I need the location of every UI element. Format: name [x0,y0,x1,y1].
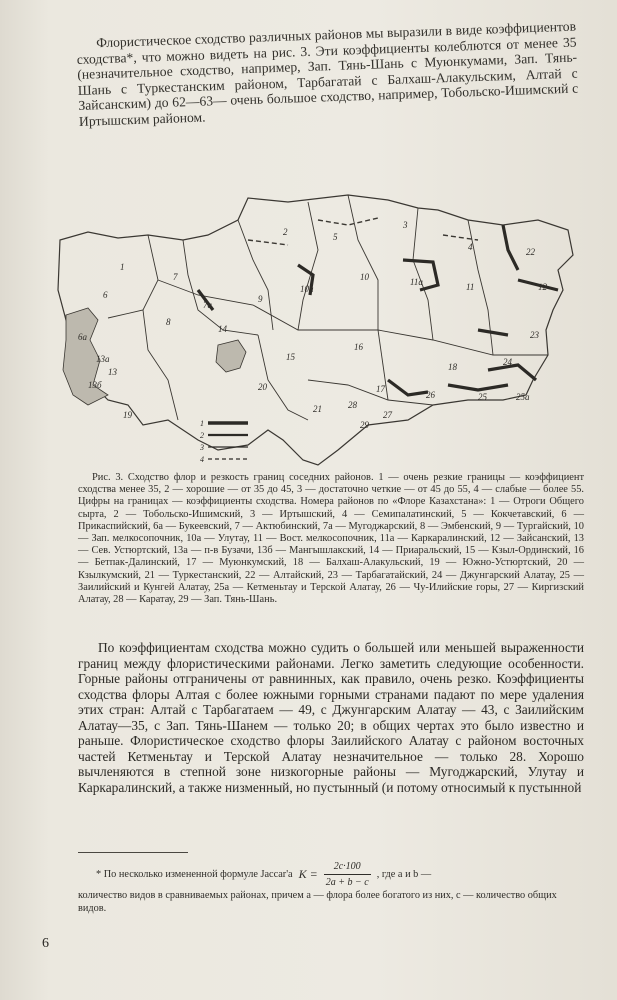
footnote-after-formula: , где a и b — [376,869,432,880]
region-label: 5 [333,232,338,242]
kazakhstan-floristic-map [48,180,588,470]
footnote-rest: количество видов в сравниваемых районах, причем a — флора более богатого из них, c — количество общих видов. [78,890,557,914]
formula-numerator: 2c·100 [324,860,371,875]
region-labels [78,220,548,430]
formula-fraction [324,860,371,889]
region-label: 20 [258,382,267,392]
body-paragraph-text: По коэффициентам сходства можно судить о большей или меньшей выраженности границ между флористическими районами. Легко заметить следующие особенности. Горные районы отграничены от равнинных, как правило, очень резко. Коэффициенты сходства флоры Алтая с более южными горными странами падают по мере удаления этих стран: Алтай с Тарбагатаем — 49, с Джунгарским Алатау — 43, с Заилийским Алатау—35, с Зап. Тянь-Шанем — только 20; в общих чертах это было известно и раньше. Флористическое сходство флоры Заилийского Алатау с районом восточных частей Кетменьтау и Терской Алатау незначительное — только 28. Хорошо вычленяются в степной зоне низкогорные районы — Мугоджарский, Улутау и Каркаралинский, а также низменный, но пустынный (и потому относимый к пустынной [78,640,584,795]
region-label: 18 [448,362,457,372]
region-boundaries [108,195,548,420]
body-paragraph [78,640,584,795]
region-label: 6 [103,290,108,300]
region-label: 23 [530,330,539,340]
region-label: 29 [360,420,369,430]
region-label: 7а [203,300,212,310]
region-label: 13б [88,380,102,390]
footnote [78,860,584,915]
region-label: 11а [410,277,423,287]
map-legend [199,419,248,464]
region-label: 12 [538,282,547,292]
formula-k: K = [298,867,318,881]
region-label: 9 [258,294,263,304]
footnote-lead: * По несколько измененной формуле Jaccar'a [96,869,293,880]
region-label: 26 [426,390,435,400]
page-number: 6 [42,936,49,951]
figure-caption-text: Рис. 3. Сходство флор и резкость границ соседних районов. 1 — очень резкие границы — коэффициент сходства менее 35, 2 — хорошие — от 35 до 45, 3 — достаточно четкие — от 45 до 55, 4 — слабые — более 55. Цифры на границах — коэффициенты сходства. Номера районов по «Флоре Казахстана»: 1 — Отроги Общего сырта, 2 — Тобольско-Ишимский, 3 — Иртышский, 4 — Семипалатинский, 5 — Кокчетавский, 6 — Прикаспийский, 6а — Букеевский, 7 — Актюбинский, 7а — Мугоджарский, 8 — Эмбенский, 9 — Тургайский, 10 — Зап. мелкосопочник, 10а — Улутау, 11 — Вост. мелкосопочник, 11а — Каркаралинский, 12 — Зайсанский, 13 — Сев. Устюртский, 13а — п-в Бузачи, 13б — Мангышлакский, 14 — Приаральский, 15 — Кзыл-Ординский, 16 — Бетпак-Далинский, 17 — Муюнкумский, 18 — Балхаш-Алакульский, 19 — Южно-Устюртский, 20 — Кзылкумский, 21 — Туркестанский, 22 — Алтайский, 23 — Тарбагатайский, 24 — Джунгарский Алатау, 25 — Заилийский и Кунгей Алатау, 25а — Кетменьтау и Терской Алатау, 26 — Чу-Илийские горы, 27 — Киргизский Алатау, 28 — Каратау, 29 — Зап. Тянь-Шань. [78,472,584,606]
region-label: 13а [96,354,110,364]
region-label: 15 [286,352,295,362]
figure-caption [78,472,584,606]
legend-number: 3 [200,443,204,452]
formula-denominator: 2a + b − c [325,877,369,888]
region-label: 28 [348,400,357,410]
intro-paragraph-text: Флористическое сходство различных районов мы выразили в виде коэффициентов сходства*, что можно видеть на рис. 3. Эти коэффициенты колеблются от менее 35 (незначительное сходство, например, Зап. Тянь-Шань с Муюнкумами, Зап. Тянь-Шань с Туркестанским районом, Тарбагатай с Балхаш-Алакульским, Алтай с Зайсанским) до 62—63— очень большое сходство, например, Тобольско-Ишимский с Иртышским районом. [76,18,579,129]
region-label: 17 [376,384,385,394]
legend-number: 4 [200,455,204,464]
footnote-rule [78,852,188,853]
region-label: 1 [120,262,125,272]
region-label: 10 [360,272,369,282]
region-label: 19 [123,410,132,420]
region-label: 10а [300,284,314,294]
region-label: 4 [468,242,473,252]
legend-number: 2 [200,431,204,440]
region-label: 8 [166,317,171,327]
region-label: 14 [218,324,227,334]
region-label: 11 [466,282,475,292]
legend-number: 1 [200,419,204,428]
footnote-formula-line [78,860,584,889]
region-label: 21 [313,404,322,414]
intro-paragraph [76,19,579,130]
region-label: 2 [283,227,288,237]
region-label: 24 [503,357,512,367]
region-label: 27 [383,410,392,420]
region-label: 6а [78,332,87,342]
region-label: 22 [526,247,535,257]
region-label: 25 [478,392,487,402]
map-figure [48,180,588,470]
region-label: 16 [354,342,363,352]
region-label: 25а [516,392,530,402]
region-label: 7 [173,272,178,282]
region-label: 13 [108,367,117,377]
region-label: 3 [403,220,408,230]
aral-sea [216,340,246,372]
